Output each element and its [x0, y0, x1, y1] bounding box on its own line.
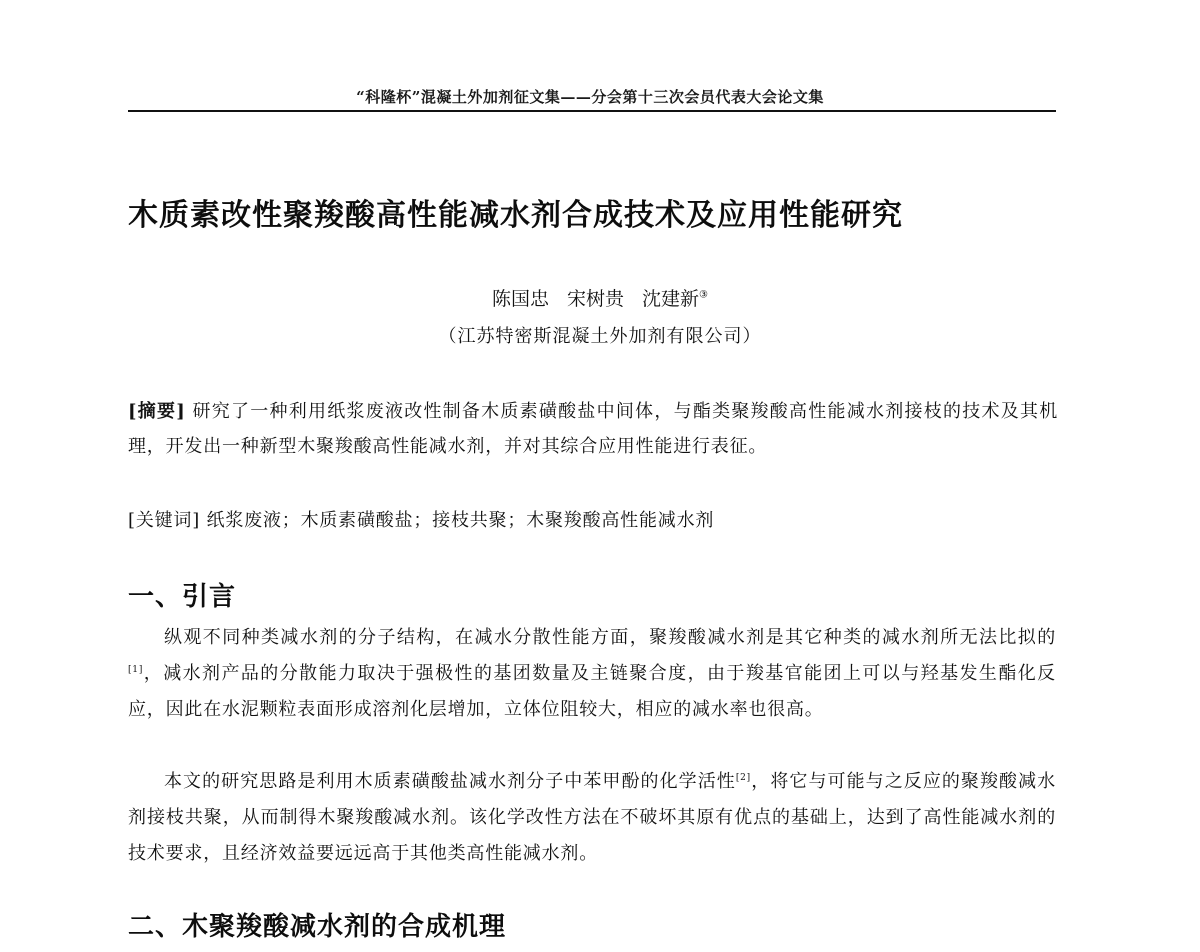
- paper-title: 木质素改性聚羧酸高性能减水剂合成技术及应用性能研究: [128, 198, 903, 233]
- abstract-text: 研究了一种利用纸浆废液改性制备木质素磺酸盐中间体，与酯类聚羧酸高性能减水剂接枝的技术及其机理，开发出一种新型木聚羧酸高性能减水剂，并对其综合应用性能进行表征。: [128, 401, 1058, 457]
- author-name: 宋树贵: [567, 288, 625, 310]
- author-name: 沈建新: [642, 288, 700, 310]
- section-heading-mechanism: 二、木聚羧酸减水剂的合成机理: [128, 912, 507, 942]
- paragraph-text: ，减水剂产品的分散能力取决于强极性的基团数量及主链聚合度，由于羧基官能团上可以与羟基发生酯化反应，因此在水泥颗粒表面形成溶剂化层增加，立体位阻较大，相应的减水率也很高。: [128, 663, 1056, 720]
- body-paragraph: [128, 764, 1056, 872]
- keywords-label: [关键词]: [128, 510, 201, 531]
- abstract: [128, 394, 1058, 464]
- body-paragraph: [128, 620, 1056, 728]
- paragraph-text: 本文的研究思路是利用木质素磺酸盐减水剂分子中苯甲酚的化学活性: [164, 771, 736, 792]
- running-header: “科隆杯”混凝土外加剂征文集——分会第十三次会员代表大会论文集: [356, 88, 824, 106]
- section-heading-intro: 一、引言: [128, 582, 237, 612]
- keywords-text: 纸浆废液；木质素磺酸盐；接枝共聚；木聚羧酸高性能减水剂: [206, 510, 715, 531]
- author-list: [0, 284, 1200, 311]
- paragraph-text: 纵观不同种类减水剂的分子结构，在减水分散性能方面，聚羧酸减水剂是其它种类的减水剂所无法比拟的: [164, 627, 1056, 648]
- header-rule: [128, 110, 1056, 112]
- author-footnote-mark: ③: [699, 289, 708, 301]
- author-name: 陈国忠: [491, 288, 549, 310]
- citation-ref: [1]: [128, 665, 144, 675]
- affiliation: （江苏特密斯混凝土外加剂有限公司）: [438, 326, 762, 347]
- citation-ref: [2]: [735, 773, 751, 783]
- abstract-label: [摘要]: [128, 401, 186, 422]
- keywords: [128, 506, 1058, 536]
- paragraph-text: ，将它与可能与之反应的聚羧酸减水剂接枝共聚，从而制得木聚羧酸减水剂。该化学改性方法在不破坏其原有优点的基础上，达到了高性能减水剂的技术要求，且经济效益要远远高于其他类高性能减水剂。: [128, 771, 1056, 864]
